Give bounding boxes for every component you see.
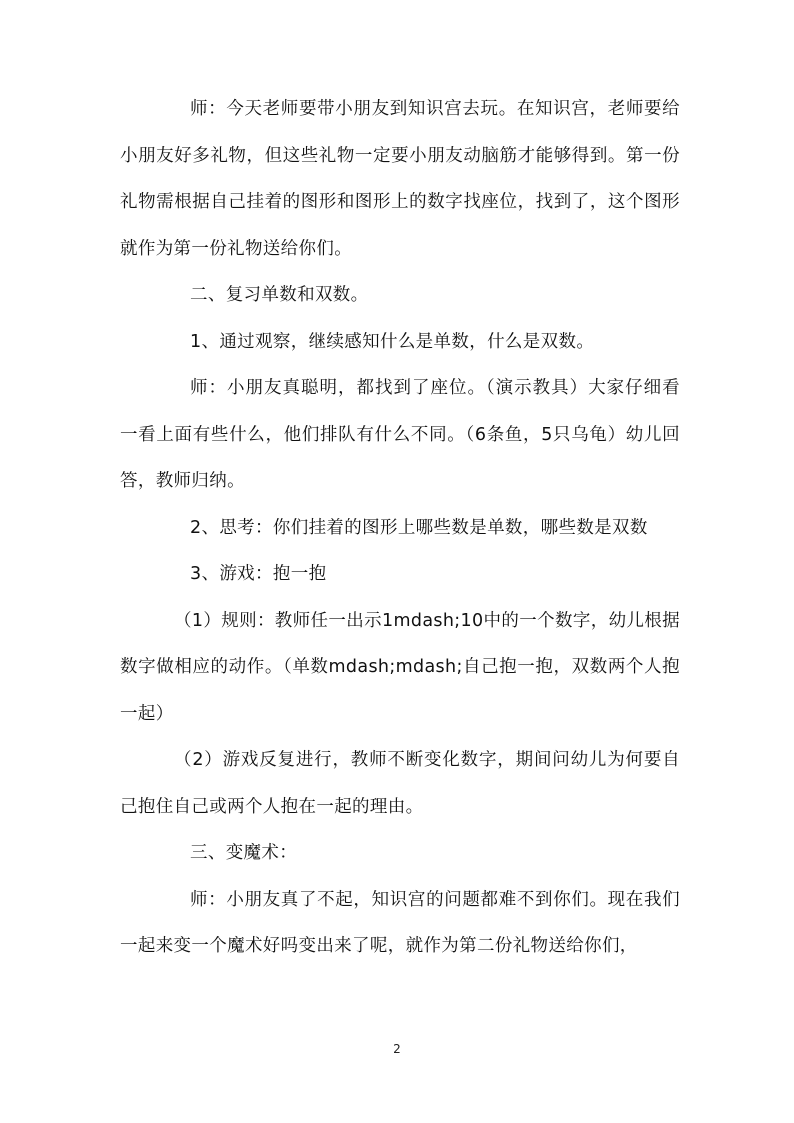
list-item-rules: （1）规则：教师任一出示1mdash;10中的一个数字，幼儿根据数字做相应的动作。（单数mdash;mdash;自己抱一抱，双数两个人抱一起） <box>120 610 680 724</box>
list-item-think: 2、思考：你们挂着的图形上哪些数是单数，哪些数是双数 <box>190 517 648 538</box>
list-item-repeat: （2）游戏反复进行，教师不断变化数字，期间问幼儿为何要自己抱住自己或两个人抱在一起的理由。 <box>120 750 680 817</box>
list-item-game: 3、游戏：抱一抱 <box>190 564 327 584</box>
paragraph-teacher-magic: 师：小朋友真了不起，知识宫的问题都难不到你们。现在我们一起来变一个魔术好吗变出来了呢，就作为第二份礼物送给你们， <box>120 889 680 956</box>
paragraph-teacher-demo: 师：小朋友真聪明，都找到了座位。（演示教具）大家仔细看一看上面有些什么，他们排队有什么不同。（6条鱼，5只乌龟）幼儿回答，教师归纳。 <box>120 378 680 491</box>
page-number: 2 <box>393 1042 401 1056</box>
section-heading-magic: 三、变魔术： <box>190 843 298 863</box>
section-heading-review: 二、复习单数和双数。 <box>190 285 369 305</box>
paragraph-teacher-intro: 师：今天老师要带小朋友到知识宫去玩。在知识宫，老师要给小朋友好多礼物，但这些礼物一定要小朋友动脑筋才能够得到。第一份礼物需根据自己挂着的图形和图形上的数字找座位，找到了，这个图形就作为第一份礼物送给你们。 <box>120 99 680 259</box>
list-item-observe: 1、通过观察，继续感知什么是单数，什么是双数。 <box>190 331 595 352</box>
document-body <box>120 86 680 970</box>
